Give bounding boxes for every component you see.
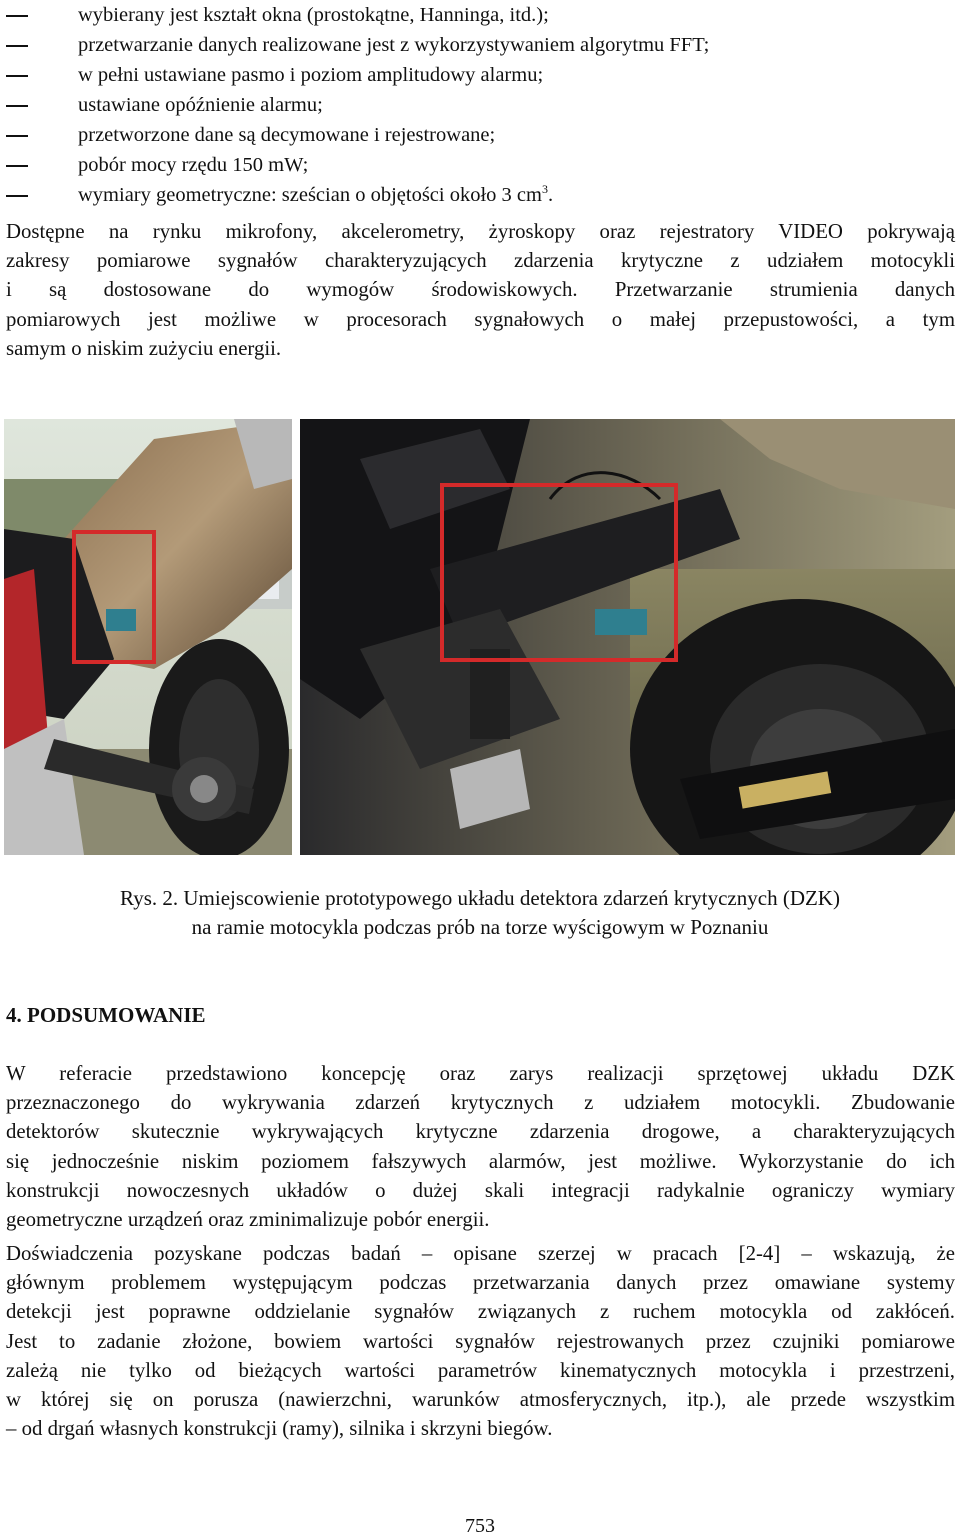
list-item: pobór mocy rzędu 150 mW; — [6, 150, 956, 180]
figure-caption-line1: Rys. 2. Umiejscowienie prototypowego układu detektora zdarzeń krytycznych (DZK) — [120, 886, 840, 910]
list-item: wymiary geometryczne: sześcian o objętości około 3 $cm^3$. — [6, 180, 956, 210]
feature-list — [6, 0, 956, 210]
paragraph-sensors: Dostępne na rynku mikrofony, akcelerometry, żyroskopy oraz rejestratory VIDEO pokrywają zakresy pomiarowe sygnałów charakteryzujących zdarzenia krytyczne z udziałem motocykli i są dostosowane do wymogów środowiskowych. Przetwarzanie strumienia danych pomiarowych jest możliwe w procesorach sygnałowych o małej przepustowości, a tym samym o niskim zużyciu energii. — [6, 220, 955, 360]
list-item: wybierany jest kształt okna (prostokątne, Hanninga, itd.); — [6, 0, 956, 30]
dash-bullet-icon — [6, 45, 28, 47]
paragraph-experience: Doświadczenia pozyskane podczas badań – opisane szerzej w pracach [2-4] – wskazują, że głównym problemem występującym podczas przetwarzania danych przez omawiane systemy detekcji jest poprawne oddzielanie sygnałów związanych z ruchem motocykla od zakłóceń. Jest to zadanie złożone, bowiem wartości sygnałów rejestrowanych przez czujniki pomiarowe zależą nie tylko od bieżących wartości parametrów kinematycznych motocykla i przestrzeni, w której się on porusza (nawierzchni, warunków atmosferycznych, itp.), ale przede wszystkim – od drgań własnych konstrukcji (ramy), silnika i skrzyni biegów. — [6, 1242, 955, 1441]
section-heading: 4. PODSUMOWANIE — [6, 1003, 206, 1027]
paragraph-summary: W referacie przedstawiono koncepcję oraz zarys realizacji sprzętowej układu DZK przeznaczonego do wykrywania zdarzeń krytycznych z udziałem motocykli. Zbudowanie detektorów skutecznie wykrywających krytyczne zdarzenia drogowe, a charakteryzujących się jednocześnie niskim poziomem fałszywych alarmów, jest możliwe. Wykorzystanie do ich konstrukcji nowoczesnych układów o dużej skali integracji radykalnie ograniczy wymiary geometryczne urządzeń oraz zminimalizuje pobór energii. — [6, 1062, 955, 1232]
dash-bullet-icon — [6, 15, 28, 17]
photo-right-motorcycle — [300, 419, 955, 855]
superscript: 3 — [541, 182, 548, 196]
figure-caption-line2: na ramie motocykla podczas prób na torze wyścigowym w Poznaniu — [191, 915, 769, 939]
motorcycle-frame-photo — [300, 419, 955, 855]
photo-left-motorcycle — [4, 419, 292, 855]
motorcycle-rear-photo — [4, 419, 292, 855]
dash-bullet-icon — [6, 135, 28, 137]
list-item: w pełni ustawiane pasmo i poziom amplitudowy alarmu; — [6, 60, 956, 90]
dash-bullet-icon — [6, 165, 28, 167]
dash-bullet-icon — [6, 75, 28, 77]
dash-bullet-icon — [6, 195, 28, 197]
dash-bullet-icon — [6, 105, 28, 107]
list-item: przetworzone dane są decymowane i rejestrowane; — [6, 120, 956, 150]
page-number: 753 — [465, 1515, 495, 1537]
list-item: przetwarzanie danych realizowane jest z wykorzystywaniem algorytmu FFT; — [6, 30, 956, 60]
list-item: ustawiane opóźnienie alarmu; — [6, 90, 956, 120]
